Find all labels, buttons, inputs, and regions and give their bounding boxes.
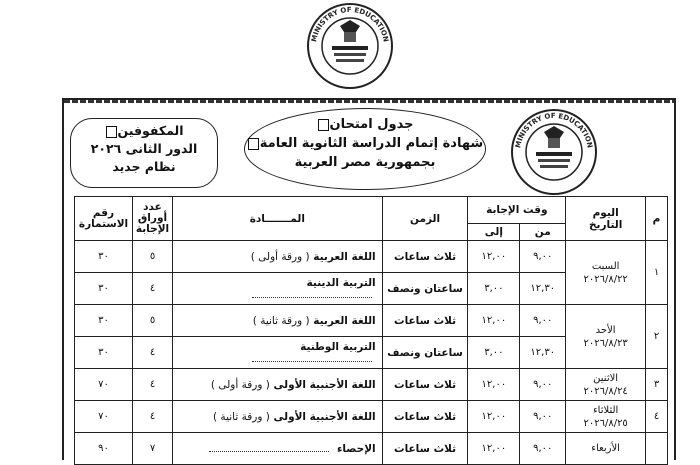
- day-date-cell: [566, 369, 646, 401]
- time-to: ١٢,٠٠: [468, 369, 520, 401]
- sheets-count: ٤: [133, 337, 173, 369]
- ministry-seal-logo: [306, 2, 394, 90]
- subject-name: التربية الدينية: [306, 276, 376, 289]
- time-from: ٩,٠٠: [520, 241, 566, 273]
- col-header-to: إلى: [468, 224, 520, 241]
- duration: ثلاث ساعات: [382, 401, 468, 433]
- exam-schedule-sheet: [62, 98, 676, 460]
- top-border-stripe: [64, 100, 674, 103]
- subject-name: اللغة العربية: [313, 314, 376, 327]
- duration: ساعتان ونصف: [382, 273, 468, 305]
- col-header-index: م: [646, 197, 668, 241]
- date-label: ٢٠٢٦/٨/٢٥: [583, 417, 628, 429]
- time-from: ١٢,٣٠: [520, 273, 566, 305]
- subject-name: اللغة العربية: [313, 250, 376, 263]
- subject-cell: [172, 337, 382, 369]
- col-header-sheets: عدد أوراق الإجابة: [133, 197, 173, 241]
- row-index: [646, 433, 668, 465]
- col-header-answer-time: وقت الإجابة: [468, 197, 566, 224]
- form-number: ٣٠: [75, 337, 133, 369]
- sheets-count: ٥: [133, 241, 173, 273]
- row-index: ٣: [646, 369, 668, 401]
- day-label: الأربعاء: [591, 443, 620, 454]
- time-from: ٩,٠٠: [520, 305, 566, 337]
- col-header-duration: الزمن: [382, 197, 468, 241]
- day-date-cell: [566, 433, 646, 465]
- time-from: ٩,٠٠: [520, 369, 566, 401]
- subject-note: ( ورقة ثانية ): [213, 410, 270, 423]
- subject-cell: [172, 241, 382, 273]
- subject-cell: [172, 433, 382, 465]
- exam-schedule-table: [74, 196, 668, 465]
- subject-cell: [172, 401, 382, 433]
- time-from: ١٢,٣٠: [520, 337, 566, 369]
- subject-cell: [172, 273, 382, 305]
- form-number: ٩٠: [75, 433, 133, 465]
- subject-name: اللغة الأجنبية الأولى: [273, 410, 376, 423]
- ministry-seal-logo: [510, 108, 598, 196]
- col-header-subject: المـــــــادة: [172, 197, 382, 241]
- time-to: ١٢,٠٠: [468, 401, 520, 433]
- date-label: ٢٠٢٦/٨/٢٤: [583, 385, 628, 397]
- checkbox-icon: [318, 119, 329, 131]
- time-to: ١٢,٠٠: [468, 305, 520, 337]
- duration: ساعتان ونصف: [382, 337, 468, 369]
- time-to: ١٢,٠٠: [468, 433, 520, 465]
- country-title: بجمهورية مصر العربية: [294, 155, 436, 170]
- subject-note: ( ورقة أولى ): [210, 378, 270, 391]
- table-row: [75, 305, 668, 337]
- col-header-form-no: رقم الاستمارة: [75, 197, 133, 241]
- day-date-cell: [566, 305, 646, 369]
- title-oval: [244, 108, 486, 190]
- dotted-leader: [252, 355, 372, 362]
- date-label: ٢٠٢٦/٨/٢٣: [583, 337, 628, 349]
- duration: ثلاث ساعات: [382, 241, 468, 273]
- round-label: الدور الثانى ٢٠٢٦: [90, 141, 198, 156]
- col-header-day-date: [566, 197, 646, 241]
- certificate-title: شهادة إتمام الدراسة الثانوية العامة: [259, 136, 484, 151]
- table-row: [75, 241, 668, 273]
- subject-note: ( ورقة ثانية ): [252, 314, 310, 327]
- subject-name: الإحصاء: [337, 442, 376, 455]
- form-number: ٧٠: [75, 369, 133, 401]
- subject-cell: [172, 369, 382, 401]
- col-header-date: التاريخ: [588, 218, 623, 231]
- col-header-from: من: [520, 224, 566, 241]
- table-row: [75, 369, 668, 401]
- sheets-count: ٥: [133, 305, 173, 337]
- table-row: [75, 401, 668, 433]
- form-number: ٣٠: [75, 305, 133, 337]
- subject-note: ( ورقة أولى ): [250, 250, 310, 263]
- day-label: الثلاثاء: [592, 404, 619, 416]
- duration: ثلاث ساعات: [382, 305, 468, 337]
- system-label: نظام جديد: [112, 159, 176, 174]
- sheets-count: ٤: [133, 401, 173, 433]
- dotted-leader: [252, 291, 372, 298]
- col-header-day: اليوم: [592, 206, 619, 219]
- day-date-cell: [566, 401, 646, 433]
- sheets-count: ٧: [133, 433, 173, 465]
- date-label: ٢٠٢٦/٨/٢٢: [583, 273, 628, 285]
- sheets-count: ٤: [133, 273, 173, 305]
- dotted-leader: [209, 445, 329, 452]
- subject-cell: [172, 305, 382, 337]
- svg-text:MINISTRY OF EDUCATION: MINISTRY OF EDUCATION: [514, 111, 594, 149]
- sheets-count: ٤: [133, 369, 173, 401]
- category-label: المكفوفين: [117, 123, 184, 138]
- time-from: ٩,٠٠: [520, 401, 566, 433]
- svg-text:MINISTRY OF EDUCATION: MINISTRY OF EDUCATION: [310, 5, 390, 43]
- form-number: ٣٠: [75, 241, 133, 273]
- day-label: الاثنين: [593, 372, 619, 384]
- row-index: ١: [646, 241, 668, 305]
- row-index: ٢: [646, 305, 668, 369]
- day-label: الأحد: [595, 324, 616, 336]
- duration: ثلاث ساعات: [382, 369, 468, 401]
- table-row: [75, 433, 668, 465]
- form-number: ٧٠: [75, 401, 133, 433]
- time-from: ٩,٠٠: [520, 433, 566, 465]
- day-date-cell: [566, 241, 646, 305]
- day-label: السبت: [591, 260, 620, 272]
- time-to: ٣,٠٠: [468, 337, 520, 369]
- checkbox-icon: [248, 138, 259, 150]
- duration: ثلاث ساعات: [382, 433, 468, 465]
- subject-name: اللغة الأجنبية الأولى: [273, 378, 376, 391]
- row-index: ٤: [646, 401, 668, 433]
- category-box: [70, 118, 218, 188]
- checkbox-icon: [106, 126, 117, 138]
- form-number: ٣٠: [75, 273, 133, 305]
- schedule-title: جدول امتحان: [329, 117, 414, 132]
- subject-name: التربية الوطنية: [300, 340, 376, 353]
- time-to: ٣,٠٠: [468, 273, 520, 305]
- time-to: ١٢,٠٠: [468, 241, 520, 273]
